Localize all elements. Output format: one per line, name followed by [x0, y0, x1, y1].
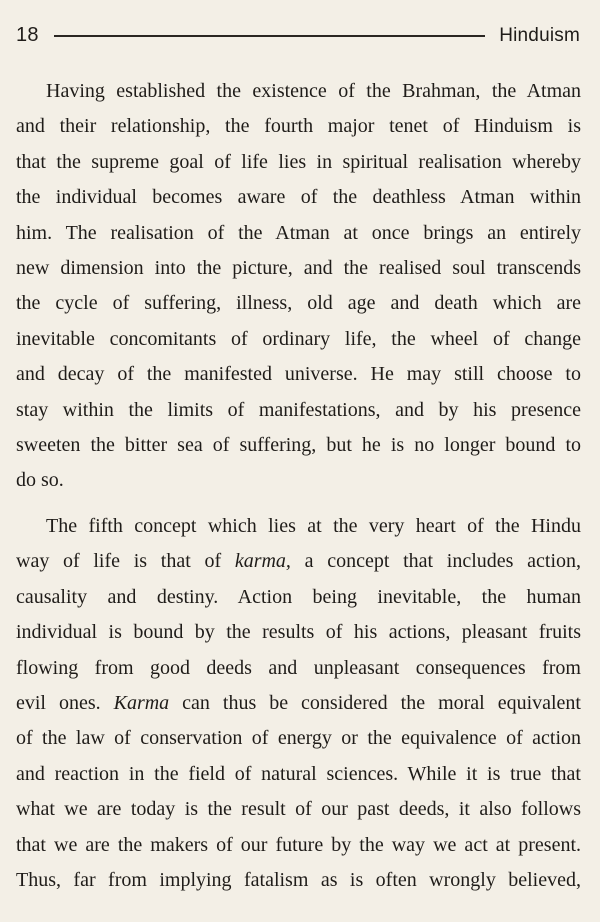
text-line: The fifth concept which lies at the very heart of the Hindu [46, 514, 581, 537]
text-line: new dimension into the picture, and the realised soul transcends [16, 257, 581, 280]
text-line: and decay of the manifested universe. He may still choose to [16, 363, 581, 386]
text-line: and their relationship, the fourth major tenet of Hinduism is [16, 115, 581, 138]
text-line: inevitable concomitants of ordinary life, the wheel of change [16, 327, 581, 350]
text-line: do so. [16, 469, 64, 492]
text-line: flowing from good deeds and unpleasant consequences from [16, 656, 581, 679]
text-line [16, 686, 581, 721]
text-line: that the supreme goal of life lies in spiritual realisation whereby [16, 150, 581, 173]
text-line [16, 544, 581, 579]
text-line: Thus, far from implying fatalism as is often wrongly believed, [16, 868, 581, 891]
text-line: what we are today is the result of our past deeds, it also follows [16, 798, 581, 821]
text-line: the cycle of suffering, illness, old age and death which are [16, 292, 581, 315]
paragraph-2 [16, 509, 581, 898]
text-segment: evil ones. [16, 691, 114, 714]
text-line: that we are the makers of our future by the way we act at present. [16, 833, 581, 856]
text-segment: can thus be considered the moral equivalent [169, 691, 581, 714]
text-segment: way of life is that of [16, 550, 235, 573]
page-number: 18 [16, 24, 39, 46]
paragraph-1 [16, 74, 581, 499]
header-rule [54, 35, 485, 37]
text-line: stay within the limits of manifestations, and by his presence [16, 398, 581, 421]
running-head: Hinduism [499, 24, 580, 46]
text-line: individual is bound by the results of his actions, pleasant fruits [16, 621, 581, 644]
text-line: him. The realisation of the Atman at once brings an entirely [16, 221, 581, 244]
italic-term: Karma [113, 691, 170, 714]
italic-term: karma, [234, 550, 291, 573]
text-line: causality and destiny. Action being inevitable, the human [16, 585, 581, 608]
text-line: the individual becomes aware of the deathless Atman within [16, 186, 581, 209]
text-segment: a concept that includes action, [290, 550, 582, 573]
body-text [16, 74, 581, 898]
text-line: sweeten the bitter sea of suffering, but he is no longer bound to [16, 434, 581, 457]
text-line: Having established the existence of the Brahman, the Atman [46, 80, 581, 102]
text-line: of the law of conservation of energy or the equivalence of action [16, 727, 581, 750]
page-header [16, 20, 580, 50]
text-line: and reaction in the field of natural sciences. While it is true that [16, 762, 581, 785]
